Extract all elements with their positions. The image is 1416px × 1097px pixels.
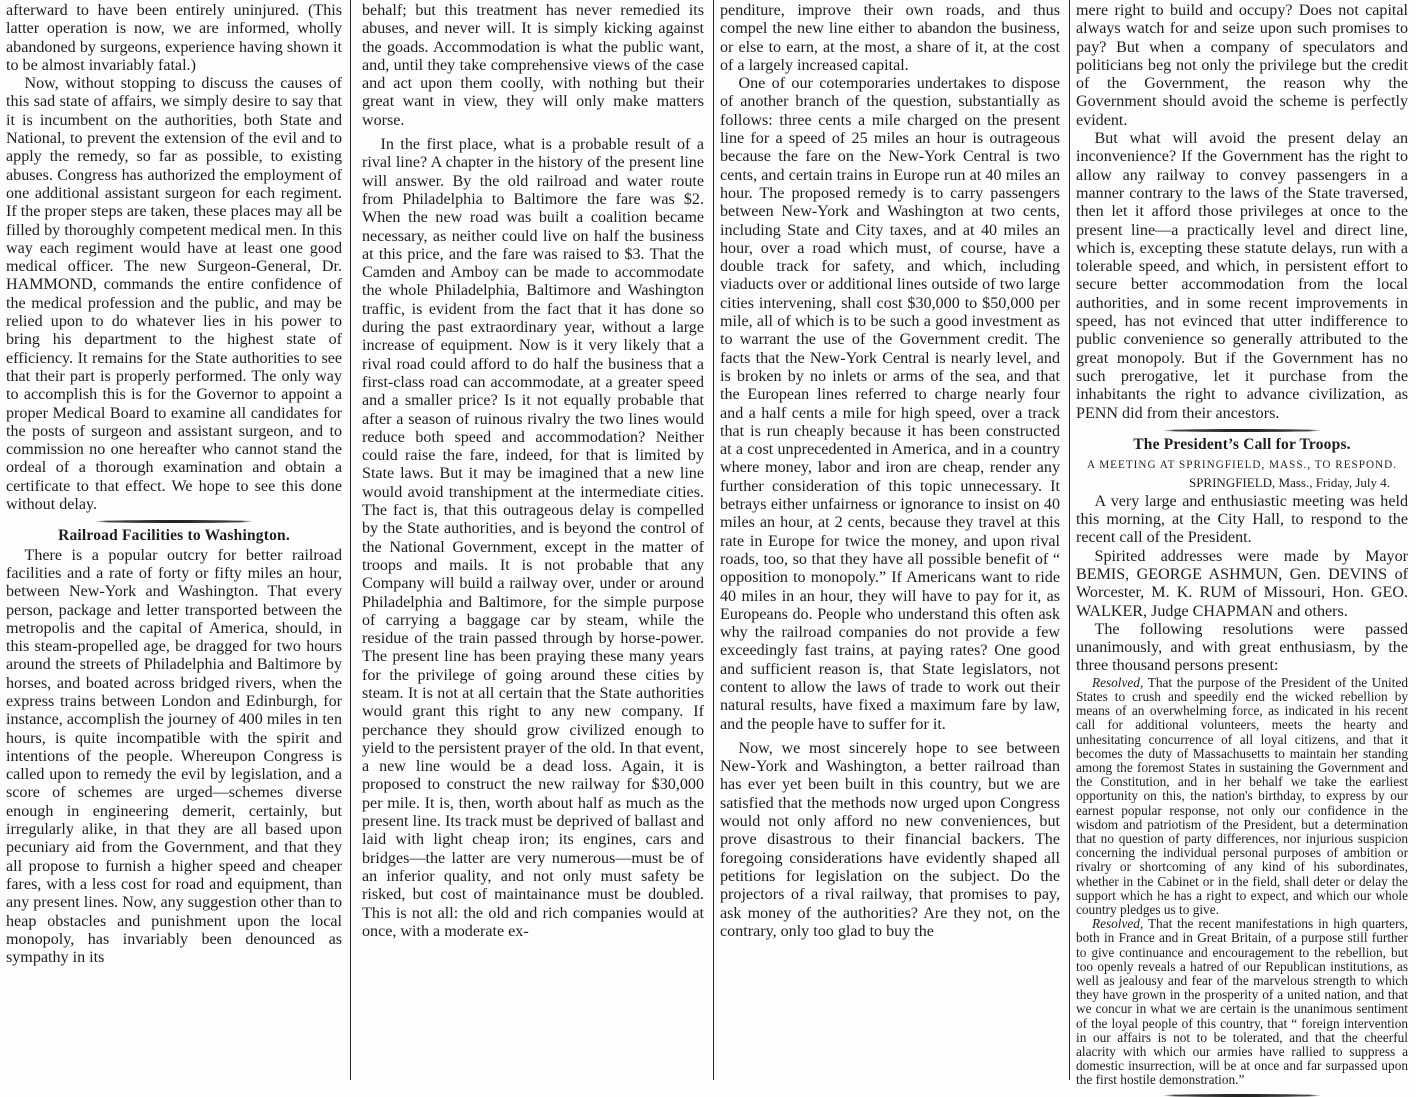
column-4 [1076, 0, 1408, 1088]
paragraph: But what will avoid the present delay an inconvenience? If the Government has the right to allow any railway to convey passengers in a manner contrary to the laws of the State traversed, then let it afford those privileges at once to the present line—a practically level and direct line, which is, excepting these statute delays, run with a tolerable speed, and which, in persistent effort to secure better accommodation from the local authorities, and in some recent improvements in speed, has not evinced that utter indifference to public convenience so generally attributed to the great monopoly. But if the Government has no such prerogative, let it purchase from the inhabitants the right to advance civilization, as PENN did from their ancestors. [1076, 130, 1408, 422]
paragraph: Now, we most sincerely hope to see between New-York and Washington, a better railroad than has ever yet been built in this country, but we are satisfied that the methods now urged upon Congress would not only afford no new conveniences, but prove disastrous to their financial backers. The foregoing considerations have evidently shaped all petitions for legislation on the subject. Do the projectors of a rival railway, that promises to pay, ask money of the authorities? Are they not, on the contrary, only too glad to buy the [720, 739, 1060, 940]
paragraph: behalf; but this treatment has never remedied its abuses, and never will. It is simply kicking against the goads. Accommodation is what the public want, and, until they take comprehensive views of the case and act upon them coolly, with nothing but their great want in view, they will only make matters worse. [362, 2, 704, 129]
paragraph: penditure, improve their own roads, and thus compel the new line either to abandon the business, or else to earn, at the most, a share of it, at the cost of a largely increased capital. [720, 2, 1060, 74]
column-rule [350, 0, 351, 1080]
section-separator [1162, 1094, 1322, 1097]
column-2 [362, 0, 704, 1080]
article-headline: The President’s Call for Troops. [1133, 435, 1351, 453]
column-rule [1069, 0, 1070, 1080]
paragraph: Spirited addresses were made by Mayor BEMIS, GEORGE ASHMUN, Gen. DEVINS of Worcester, M. K. RUM of Missouri, Hon. GEO. WALKER, Judge CHAPMAN and others. [1076, 547, 1408, 620]
dateline: SPRINGFIELD, Mass., Friday, July 4. [1188, 475, 1390, 491]
paragraph: The following resolutions were passed unanimously, and with great enthusiasm, by the three thousand persons present: [1076, 620, 1408, 675]
paragraph: mere right to build and occupy? Does not capital always watch for and seize upon such promises to pay? But when a company of speculators and politicians beg not only the privilege but the credit of the Government, the reason why the Government should avoid the scheme is perfectly evident. [1076, 2, 1408, 129]
paragraph: afterward to have been entirely uninjured. (This latter operation is now, we are informed, wholly abandoned by surgeons, experience having shown it to be almost invariably fatal.) [6, 2, 342, 74]
section-separator [1162, 429, 1322, 432]
resolution-lead: Resolved, [1091, 674, 1144, 690]
paragraph: One of our cotemporaries undertakes to dispose of another branch of the question, substantially as follows: three cents a mile charged on the present line for a speed of 25 miles an hour is outrageous because the fare on the New-York Central is two cents, and certain trains in Europe run at 40 miles an hour. The proposed remedy is to carry passengers between New-York and Washington at two cents, including State and City taxes, and at 40 miles an hour, over a road which must, of course, have a double track for safety, and which, including viaducts over or additional lines outside of two large cities intervening, shall cost $30,000 to $50,000 per mile, all of which is to be such a good investment as to warrant the use of the Government credit. The facts that the New-York Central is nearly level, and is broken by no inlets or arms of the sea, and that the European lines referred to charge nearly four and a half cents a mile for high speed, over a track that is run cheaply because it has been constructed at a cost unprecedented in America, and in a country where money, labor and iron are cheap, render any further consideration of this topic unnecessary. It betrays either unfairness or ignorance to insist on 40 miles an hour, at 2 cents, because they travel at this rate in Europe for twice the money, and upon rival roads, too, so that they have all possible benefit of “ opposition to monopoly.” If Americans want to ride 40 miles in an hour, they will have to pay for it, as Europeans do. People who understand this often ask why the railroad companies do not provide a few exceedingly fast trains, at paying rates? One good and sufficient reason is, that State legislators, not content to allow the laws of trade to work out their natural results, have fixed a maximum fare by law, and the people have to suffer for it. [720, 75, 1060, 733]
paragraph: There is a popular outcry for better railroad facilities and a rate of forty or fifty miles an hour, between New-York and Washington. That every person, package and letter transported between the metropolis and the capital of America, should, in this steam-propelled age, be dragged for two hours around the streets of Philadelphia and Baltimore by horses, and boated across bridged rivers, when the express trains between London and Edinburgh, for instance, accomplish the journey of 400 miles in ten hours, is quite incompatible with the spirit and intentions of the people. Whereupon Congress is called upon to remedy the evil by legislation, and a score of schemes are urged—schemes diverse enough in engineering demerit, certainly, but irregularly alike, in that they are all based upon pecuniary aid from the Government, and that they all propose to furnish a higher speed and cheaper fares, with a less cost for road and equipment, than any present lines. Now, any suggestion other than to heap obstacles and punishment upon the local monopoly, has invariably been denounced as sympathy in its [6, 546, 342, 967]
section-separator [94, 520, 254, 523]
resolution [1076, 676, 1408, 917]
resolutions [1076, 676, 1408, 1088]
resolution-text: That the purpose of the President of the United States to crush and speedily end the wicked rebellion by means of an overwhelming force, as indicated in his recent call for additional volunteers, meets the hearty and unhesitating concurrence of all loyal citizens, and that it becomes the duty of Massachusetts to maintain her standing among the foremost States in sustaining the Government and the Constitution, and in her behalf we take the earliest opportunity on this, the nation's birthday, to express by our earnest popular response, not only our confidence in the wisdom and patriotism of the President, but a determination that no question of party differences, nor injurious suspicion concerning the individual personal purposes of ambition or rivalry or shortcoming of any kind of his subordinates, whether in the Cabinet or in the field, shall deter or delay the support which he has a right to expect, and which our whole country pledges us to give. [1076, 674, 1408, 917]
paragraph: Now, without stopping to discuss the causes of this sad state of affairs, we simply desire to say that it is incumbent on the authorities, both State and National, to prevent the extension of the evil and to apply the remedy, so far as possible, to existing abuses. Congress has authorized the employment of one additional assistant surgeon for each regiment. If the proper steps are taken, these places may all be filled by thoroughly competent medical men. In this way each regiment would have at least one good medical officer. The new Surgeon-General, Dr. HAMMOND, commands the entire confidence of the medical profession and the public, and may be relied upon to do whatever lies in his power to bring his department to the highest state of efficiency. It remains for the State authorities to see that their part is properly performed. The only way to accomplish this is for the Governor to appoint a proper Medical Board to examine all candidates for the posts of surgeon and assistant surgeon, and to commission no one hereafter who cannot stand the ordeal of a thorough examination and obtain a certificate to that effect. We hope to see this done without delay. [6, 75, 342, 514]
column-1 [6, 0, 342, 1080]
paragraph: A very large and enthusiastic meeting was held this morning, at the City Hall, to respond to the recent call of the President. [1076, 492, 1408, 547]
resolution [1076, 917, 1408, 1087]
paragraph: In the first place, what is a probable result of a rival line? A chapter in the history of the present line will answer. By the old railroad and water route from Philadelphia to Baltimore the fare was $2. When the new road was built a coalition became necessary, as neither could live on half the business at this price, and the fare was raised to $3. That the Camden and Amboy can be made to accommodate the whole Philadelphia, Baltimore and Washington traffic, is evident from the fact that it has done so during the past extraordinary year, without a large increase of equipment. Now is it very likely that a rival road could afford to do half the business that a first-class road can accommodate, at a greater speed and a smaller price? Is it not equally probable that after a season of ruinous rivalry the two lines would reduce both speed and accommodation? Neither could raise the fare, indeed, for that is limited by State laws. But it may be imagined that a new line would avoid transhipment at the intermediate cities. The fact is, that this outrageous delay is compelled by the State authorities, and is beyond the control of the National Government, except in the matter of troops and mails. It is not probable that any Company will build a railway over, under or around Philadelphia and Baltimore, for the simple purpose of carrying a baggage car by steam, while the residue of the train passed through by horse-power. The present line has been praying these many years for the privilege of going around these cities by steam. It is not at all certain that the State authorities would grant this right to any new company. If perchance they should grow civilized enough to yield to the persistent prayer of the old. In that event, a new line would be a dead loss. Again, it is proposed to construct the new railway for $30,000 per mile. It is, then, worth about half as much as the present line. Its track must be deprived of ballast and laid with light cheap iron; its engines, cars and bridges—the latter are very numerous—must be of an inferior quality, and not only must safety be risked, but cost of maintainance must be doubled. This is not all: the old and rich companies would at once, with a moderate ex- [362, 136, 704, 940]
column-rule [713, 0, 714, 1080]
resolution-lead: Resolved, [1091, 916, 1144, 932]
column-3 [720, 0, 1060, 1080]
resolution-text: That the recent manifestations in high quarters, both in France and in Great Britain, of a purpose still further to give continuance and encouragement to the rebellion, but too openly reveals a hatred of our Republican institutions, as well as jealousy and fear of the marvelous strength to which they have grown in the prosperity of a united nation, and that we concur in what we are certain is the unanimous sentiment of the loyal people of this country, that “ foreign intervention in our affairs is not to be tolerated, and that the cheerful alacrity with which our armies have rallied to suppress a domestic insurrection, will be at once and far surpassed upon the first hostile demonstration.” [1076, 916, 1408, 1088]
article-headline: Railroad Facilities to Washington. [58, 527, 290, 545]
article-subhead: A MEETING AT SPRINGFIELD, MASS., TO RESPOND. [1086, 459, 1398, 472]
